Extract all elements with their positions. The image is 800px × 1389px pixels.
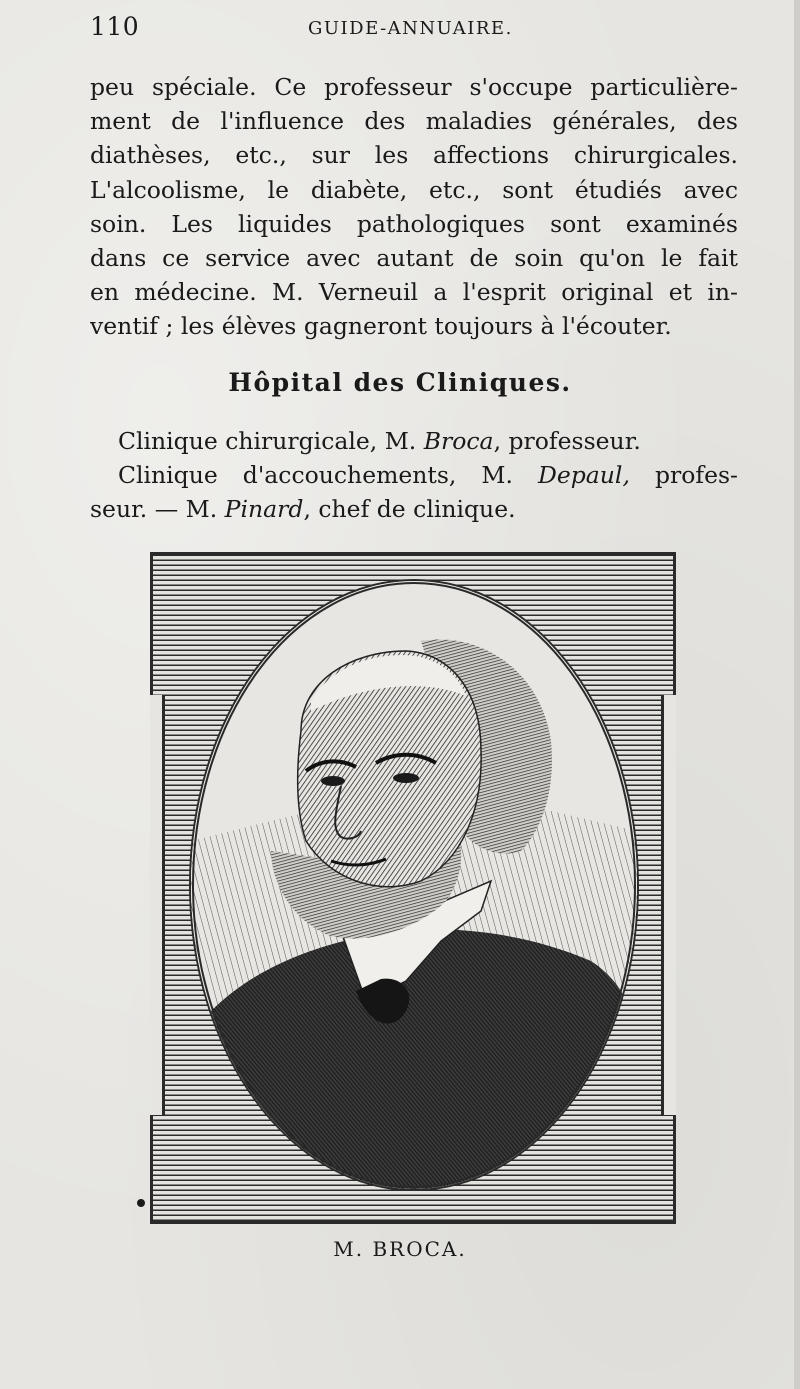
entry-text: profes- [629, 461, 738, 489]
professor-name: Broca [423, 427, 494, 455]
entry-text: , chef de clinique. [303, 495, 516, 524]
section-title: Hôpital des Cliniques. [228, 368, 572, 397]
page-header [90, 10, 740, 42]
frame-side-left [150, 695, 165, 1115]
paragraph-line: peu spéciale. Ce professeur s'occupe particulière- [90, 73, 738, 101]
paragraph-line: ventif ; les élèves gagneront toujours à l'écouter. [90, 312, 672, 341]
page-edge [794, 0, 800, 1389]
paragraph-line: L'alcoolisme, le diabète, etc., sont étudiés avec [90, 175, 738, 204]
paragraph-line: ment de l'influence des maladies générales, des [90, 107, 738, 136]
paragraph-line: soin. Les liquides pathologiques sont examinés [90, 209, 738, 238]
running-head: GUIDE-ANNUAIRE. [308, 18, 513, 39]
paragraph-line: dans ce service avec autant de soin qu'on le fait [90, 244, 738, 273]
entry-line [118, 458, 738, 492]
entry-line [90, 492, 738, 526]
portrait-caption: M. BROCA. [333, 1237, 467, 1261]
entry-text: , professeur. [493, 427, 641, 455]
portrait-oval [189, 579, 639, 1191]
clinic-entry-surgery [118, 424, 641, 458]
portrait-frame [150, 552, 676, 1224]
frame-side-right [661, 695, 676, 1115]
page-number: 110 [90, 12, 140, 41]
paragraph-line: diathèses, etc., sur les affections chirurgicales. [90, 141, 738, 170]
entry-text: Clinique chirurgicale, M. [118, 427, 424, 455]
clinic-entry-obstetrics [90, 458, 738, 526]
chief-name: Pinard [224, 495, 304, 524]
printer-dot [137, 1199, 145, 1207]
entry-text: seur. — M. [90, 495, 225, 524]
paragraph-line: en médecine. M. Verneuil a l'esprit original et in- [90, 278, 738, 307]
entry-text: Clinique d'accouchements, M. [118, 461, 538, 489]
professor-name: Depaul, [537, 461, 630, 489]
engraved-portrait-illustration [191, 581, 637, 1189]
body-paragraph [90, 70, 738, 344]
